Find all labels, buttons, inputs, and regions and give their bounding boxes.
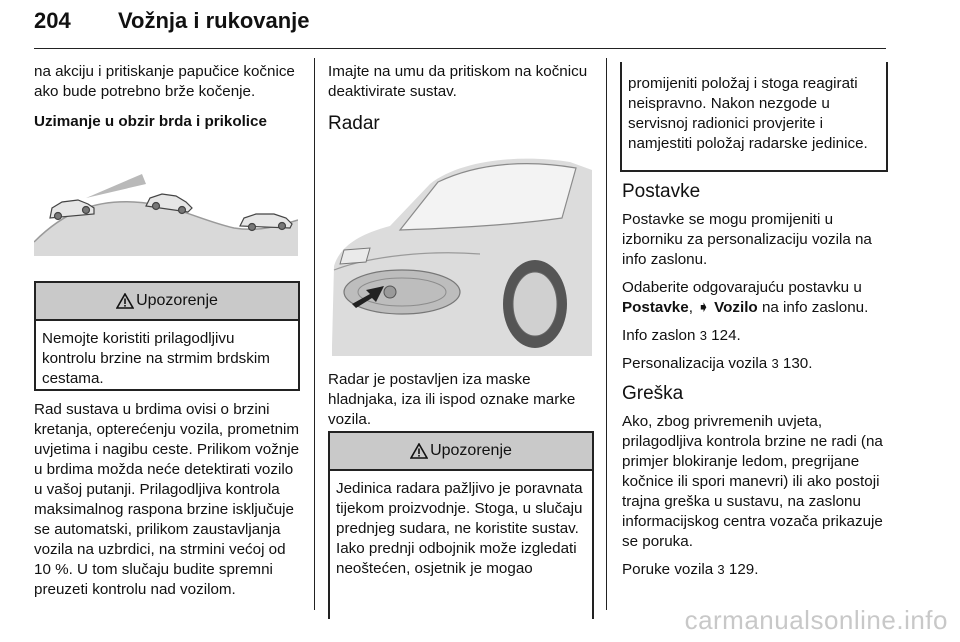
reference-vehicle-messages[interactable]: Poruke vozila 3 129. — [622, 561, 759, 578]
warning-icon — [410, 443, 428, 459]
header-rule — [34, 48, 886, 49]
column-3 — [622, 180, 888, 588]
column-1 — [34, 62, 300, 140]
warning-text-continued: promijeniti položaj i stoga reagirati neispravno. Nakon nezgode u servisnoj radionici provjerite i namjestiti položaj radarske jedinice. — [628, 75, 868, 152]
page-number: 204 — [34, 8, 71, 33]
warning-text: Jedinica radara pažljivo je poravnata tijekom proizvodnje. Stoga, u slučaju prednjeg sudara, ne koristite sustav. Iako prednji odbojnik može izgledati neoštećen, osjetnik je mogao — [336, 480, 583, 577]
warning-box-continued — [620, 62, 888, 172]
column-1-lower — [34, 400, 302, 608]
column-2 — [328, 62, 592, 136]
page-ref-icon: 3 — [717, 562, 725, 577]
page-ref-icon: 3 — [699, 328, 707, 343]
column-divider-2 — [606, 58, 607, 610]
paragraph-settings-2: Odaberite odgovarajuću postavku u Postavke, ➧ Vozilo na info zaslonu. — [622, 279, 869, 316]
column-divider-1 — [314, 58, 315, 610]
warning-icon — [116, 293, 134, 309]
heading-fault: Greška — [622, 383, 684, 404]
paragraph-brake-action: na akciju i pritiskanje papučice kočnice ako bude potrebno brže kočenje. — [34, 63, 295, 100]
chevron-right-icon: ➧ — [697, 299, 710, 316]
menu-settings-label: Postavke — [622, 299, 689, 316]
warning-title: Upozorenje — [430, 442, 512, 459]
paragraph-brake-deactivate: Imajte na umu da pritiskom na kočnicu deaktivirate sustav. — [328, 63, 588, 100]
column-2-lower — [328, 370, 594, 438]
watermark: carmanualsonline.info — [684, 605, 948, 635]
warning-header — [36, 283, 298, 321]
paragraph-fault: Ako, zbog privremenih uvjeta, prilagodljiva kontrola brzine ne radi (na primjer blokiranje ledom, pregrijane kočnice ili spori manevri) ili ako postoji trajna greška u sustavu, na zaslonu informacijskog centra vozača prikazuje se poruka. — [622, 413, 883, 550]
heading-settings: Postavke — [622, 181, 701, 202]
warning-text: Nemojte koristiti prilagodljivu kontrolu brzine na strmim brdskim cestama. — [42, 330, 270, 387]
paragraph-hill-operation: Rad sustava u brdima ovisi o brzini kretanja, opterećenju vozila, prometnim uvjetima i nagibu ceste. Prilikom vožnje u brdima možda neće detektirati vozilo u vašoj putanji. Prilagodljiva kontrola maksimalnog raspona brzine isključuje se automatski, prilikom zaustavljanja vozila na uzbrdici, na strmini većoj od 10 %. U tom slučaju budite spremni preuzeti kontrolu nad vozilom. — [34, 401, 300, 598]
warning-box-radar — [328, 431, 594, 619]
menu-vehicle-label: Vozilo — [714, 299, 758, 316]
hills-illustration — [34, 160, 298, 256]
page-header — [34, 8, 886, 48]
paragraph-radar-location: Radar je postavljen iza maske hladnjaka, iza ili ispod oznake marke vozila. — [328, 371, 576, 428]
reference-personalization[interactable]: Personalizacija vozila 3 130. — [622, 355, 813, 372]
warning-box-hills — [34, 281, 300, 391]
heading-radar: Radar — [328, 113, 380, 134]
paragraph-settings-1: Postavke se mogu promijeniti u izborniku za personalizaciju vozila na info zaslonu. — [622, 211, 872, 268]
reference-info-display[interactable]: Info zaslon 3 124. — [622, 327, 741, 344]
page-title: Vožnja i rukovanje — [118, 8, 310, 33]
car-radar-illustration — [330, 146, 592, 360]
warning-header — [330, 433, 592, 471]
heading-hills-trailer: Uzimanje u obzir brda i prikolice — [34, 113, 267, 130]
warning-title: Upozorenje — [136, 292, 218, 309]
page-ref-icon: 3 — [771, 356, 779, 371]
